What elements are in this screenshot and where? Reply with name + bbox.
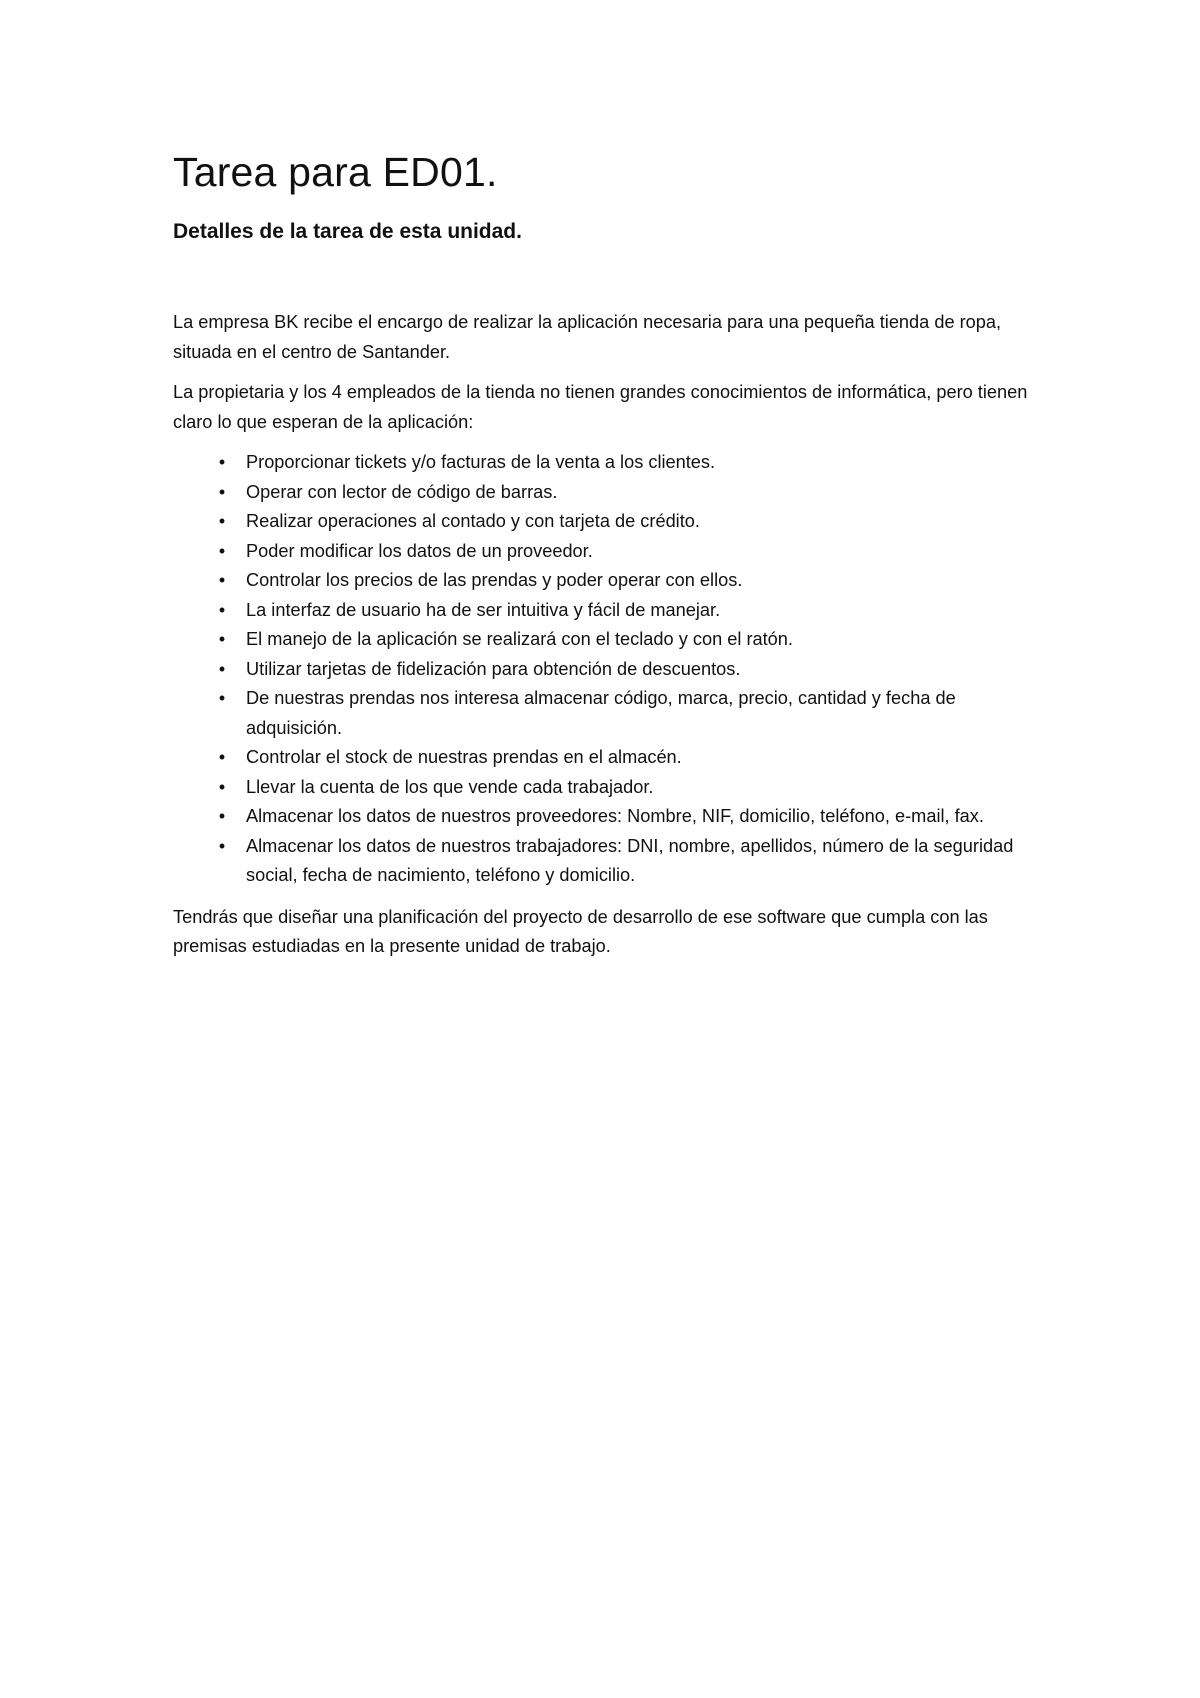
list-item-text: Utilizar tarjetas de fidelización para obtención de descuentos. (246, 658, 741, 679)
list-item (173, 448, 1043, 478)
list-item (173, 478, 1043, 508)
requirements-list (173, 448, 1043, 891)
list-item-text: El manejo de la aplicación se realizará con el teclado y con el ratón. (246, 629, 793, 649)
list-item (173, 537, 1043, 567)
list-item (173, 655, 1043, 685)
list-item (173, 802, 1043, 832)
list-item-text: Llevar la cuenta de los que vende cada trabajador. (246, 776, 654, 797)
bullet-icon: • (218, 835, 226, 856)
document-page (173, 148, 1043, 962)
list-item-text: Almacenar los datos de nuestros proveedores: Nombre, NIF, domicilio, teléfono, e-mail, fax. (246, 806, 984, 826)
list-item-text: La interfaz de usuario ha de ser intuitiva y fácil de manejar. (246, 599, 721, 620)
context-paragraph: La propietaria y los 4 empleados de la tienda no tienen grandes conocimientos de informática, pero tienen claro lo que esperan de la aplicación: (173, 382, 1028, 432)
document-title: Tarea para ED01. (173, 149, 498, 195)
list-item-text: De nuestras prendas nos interesa almacenar código, marca, precio, cantidad y fecha de adquisición. (246, 688, 956, 738)
list-item (173, 832, 1043, 891)
document-subtitle: Detalles de la tarea de esta unidad. (173, 220, 522, 243)
list-item-text: Controlar el stock de nuestras prendas en el almacén. (246, 747, 682, 767)
list-item-text: Realizar operaciones al contado y con tarjeta de crédito. (246, 511, 700, 531)
bullet-icon: • (218, 452, 226, 472)
list-item (173, 566, 1043, 596)
bullet-icon: • (218, 540, 226, 561)
list-item-text: Proporcionar tickets y/o facturas de la venta a los clientes. (246, 452, 716, 472)
list-item-text: Poder modificar los datos de un proveedor. (246, 540, 593, 561)
list-item-text: Operar con lector de código de barras. (246, 481, 558, 502)
bullet-icon: • (218, 511, 226, 531)
list-item-text: Controlar los precios de las prendas y poder operar con ellos. (246, 570, 743, 590)
bullet-icon: • (218, 599, 226, 620)
list-item (173, 684, 1043, 743)
bullet-icon: • (218, 658, 226, 679)
list-item (173, 773, 1043, 803)
intro-paragraph: La empresa BK recibe el encargo de realizar la aplicación necesaria para una pequeña tienda de ropa, situada en el centro de Santander. (173, 312, 1002, 362)
bullet-icon: • (218, 806, 226, 826)
list-item (173, 743, 1043, 773)
bullet-icon: • (218, 570, 226, 590)
bullet-icon: • (218, 776, 226, 797)
list-item-text: Almacenar los datos de nuestros trabajadores: DNI, nombre, apellidos, número de la seguridad social, fecha de nacimiento, teléfono y domicilio. (246, 835, 1014, 885)
bullet-icon: • (218, 688, 226, 708)
list-item (173, 507, 1043, 537)
bullet-icon: • (218, 629, 226, 649)
bullet-icon: • (218, 481, 226, 502)
list-item (173, 596, 1043, 626)
list-item (173, 625, 1043, 655)
bullet-icon: • (218, 747, 226, 767)
closing-paragraph: Tendrás que diseñar una planificación del proyecto de desarrollo de ese software que cumpla con las premisas estudiadas en la presente unidad de trabajo. (173, 906, 988, 956)
